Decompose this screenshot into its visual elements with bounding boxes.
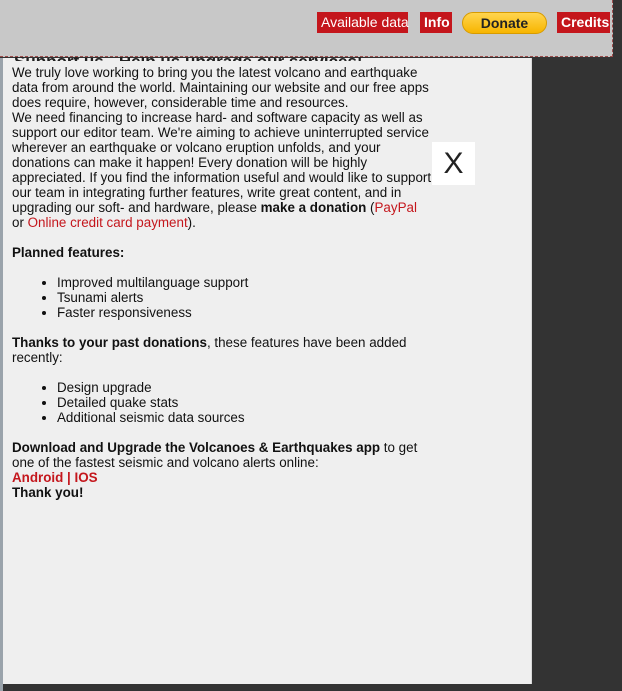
planned-features-title: Planned features:	[12, 245, 125, 260]
paren-open: (	[366, 200, 375, 215]
android-link[interactable]: Android	[12, 470, 64, 485]
download-text	[12, 440, 432, 470]
or-text: or	[12, 215, 28, 230]
info-button[interactable]: Info	[420, 12, 452, 33]
list-item: • Improved multilanguage support	[57, 275, 432, 290]
list-item: • Detailed quake stats	[57, 395, 432, 410]
ios-link[interactable]: IOS	[74, 470, 98, 485]
list-item: • Additional seismic data sources	[57, 410, 432, 425]
list-item: • Tsunami alerts	[57, 290, 432, 305]
intro-text	[12, 65, 432, 110]
header-bar	[0, 0, 613, 57]
link-separator: |	[63, 470, 75, 485]
available-data-button[interactable]: Available data	[317, 12, 408, 33]
paren-close: ).	[187, 215, 196, 230]
donate-button[interactable]: Donate	[462, 12, 547, 34]
make-donation-text: make a donation	[260, 200, 367, 215]
credits-button[interactable]: Credits	[557, 12, 610, 33]
close-button[interactable]	[432, 142, 475, 185]
app-links	[12, 470, 432, 485]
thanks-text	[12, 335, 432, 365]
close-icon: X	[443, 146, 464, 180]
list-item: • Faster responsiveness	[57, 305, 432, 320]
thanks-bold: Thanks to your past donations	[12, 335, 207, 350]
planned-features-list	[12, 275, 432, 320]
credit-card-link[interactable]: Online credit card payment	[27, 215, 188, 230]
paypal-link[interactable]: PayPal	[374, 200, 417, 215]
thank-you-text: Thank you!	[12, 485, 84, 500]
thanks-rest: , these features have been added recently:	[12, 335, 407, 365]
download-rest: to get one of the fastest seismic and volcano alerts online:	[12, 440, 418, 470]
intro-paragraph: We truly love working to bring you the latest volcano and earthquake data from around the world. Maintaining our website and our free apps does require, however, considerable time and resources.	[12, 65, 429, 110]
modal-content	[12, 65, 432, 500]
financing-paragraph: We need financing to increase hard- and software capacity as well as support our editor team. We're aiming to achieve uninterrupted service wherever an earthquake or volcano eruption unfolds, and your donations can make it happen! Every donation will be highly appreciated. If you find the information useful and would like to support our team in integrating further features, write great content, and in upgrading our soft- and hardware, please	[12, 110, 432, 215]
financing-text	[12, 110, 432, 230]
added-features-list	[12, 380, 432, 425]
list-item: • Design upgrade	[57, 380, 432, 395]
download-bold: Download and Upgrade the Volcanoes & Earthquakes app	[12, 440, 381, 455]
